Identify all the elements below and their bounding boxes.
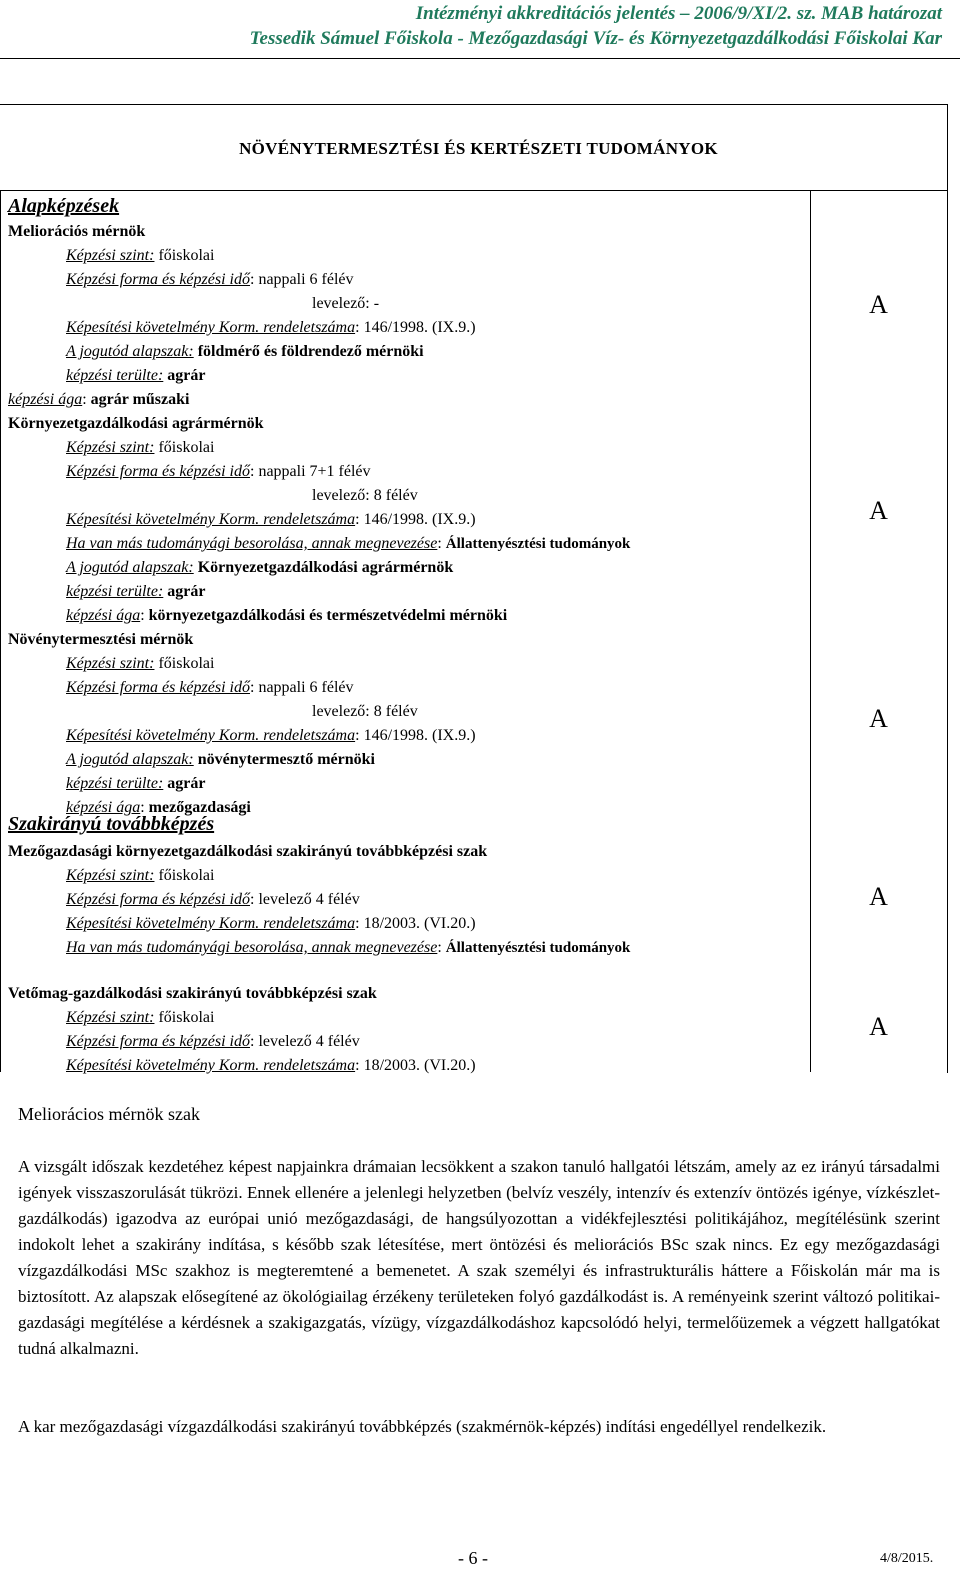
label: A jogutód alapszak: [66, 343, 194, 360]
label: levelező: [312, 295, 370, 312]
header-divider [0, 58, 960, 59]
program-successor [66, 750, 375, 770]
value: levelező 4 félév [258, 1033, 360, 1050]
label: levelező: [312, 703, 370, 720]
value: főiskolai [158, 655, 215, 672]
grade-mark: A [869, 1012, 888, 1041]
value: levelező 4 félév [258, 891, 360, 908]
label: képzési terülte: [66, 583, 164, 600]
program-branch: képzési ága: mezőgazdasági [66, 799, 251, 816]
program-classification: Ha van más tudományági besorolása, annak megnevezése: Állattenyésztési tudományok [66, 939, 631, 956]
program-form: Képzési forma és képzési idő: levelező 4 félév [66, 891, 360, 908]
label: Képzési forma és képzési idő [66, 679, 250, 696]
label: Képesítési követelmény Korm. rendeletszáma [66, 727, 356, 744]
section-heading: Meliorácios mérnök szak [18, 1104, 200, 1124]
label: Képzési forma és képzési idő [66, 271, 250, 288]
value: Környezetgazdálkodási agrármérnök [197, 559, 454, 576]
program-name: Vetőmag-gazdálkodási szakirányú továbbképzési szak [8, 985, 377, 1002]
program-name: Mezőgazdasági környezetgazdálkodási szakirányú továbbképzési szak [8, 843, 488, 860]
program-form: Képzési forma és képzési idő: nappali 6 félév [66, 679, 354, 696]
table-column-divider [810, 190, 811, 1072]
label: Ha van más tudományági besorolása, annak megnevezése [66, 535, 438, 552]
label: Képzési forma és képzési idő [66, 891, 250, 908]
label: Képzési forma és képzési idő [66, 1033, 250, 1050]
value: földmérő és földrendező mérnöki [197, 343, 424, 360]
value: 8 félév [373, 487, 418, 504]
program-branch: képzési ága: környezetgazdálkodási és természetvédelmi mérnöki [66, 607, 508, 624]
program-form: Képzési forma és képzési idő: nappali 6 félév [66, 271, 354, 288]
table-title: NÖVÉNYTERMESZTÉSI ÉS KERTÉSZETI TUDOMÁNYOK [239, 139, 718, 158]
grade-mark: A [869, 496, 888, 525]
program-branch: képzési ága: agrár műszaki [8, 391, 190, 408]
grade-mark: A [869, 290, 888, 319]
value: agrár [167, 775, 206, 792]
header-line-2: Tessedik Sámuel Főiskola - Mezőgazdasági Víz- és Környezetgazdálkodási Főiskolai Kar [249, 28, 942, 49]
value: főiskolai [158, 867, 215, 884]
label: képzési terülte: [66, 775, 164, 792]
paragraph: A kar mezőgazdasági vízgazdálkodási szakirányú továbbképzés (szakmérnök-képzés) indítási engedéllyel rendelkezik. [18, 1417, 827, 1436]
value: agrár [167, 583, 206, 600]
page-number: - 6 - [458, 1548, 488, 1568]
value: 146/1998. (IX.9.) [363, 511, 476, 528]
program-form: Képzési forma és képzési idő: levelező 4 félév [66, 1033, 360, 1050]
label: Képzési forma és képzési idő [66, 463, 250, 480]
value: Állattenyésztési tudományok [445, 940, 631, 956]
section-alapkepzesek: Alapképzések [8, 195, 120, 217]
program-decree: Képesítési követelmény Korm. rendeletszáma: 18/2003. (VI.20.) [66, 1057, 476, 1074]
grade-mark: A [869, 704, 888, 733]
header-line-1: Intézményi akkreditációs jelentés – 2006/9/XI/2. sz. MAB határozat [415, 3, 942, 24]
program-decree: Képesítési követelmény Korm. rendeletszáma: 18/2003. (VI.20.) [66, 915, 476, 932]
label: Képesítési követelmény Korm. rendeletszáma [66, 915, 356, 932]
label: A jogutód alapszak: [66, 751, 194, 768]
program-level [66, 438, 214, 458]
value: növénytermesztő mérnöki [197, 751, 375, 768]
label: képzési ága [66, 799, 141, 816]
program-field [66, 774, 206, 794]
value: főiskolai [158, 247, 215, 264]
program-decree: Képesítési követelmény Korm. rendeletszáma: 146/1998. (IX.9.) [66, 319, 476, 336]
program-name: Környezetgazdálkodási agrármérnök [8, 415, 264, 432]
value: nappali 6 félév [258, 679, 354, 696]
label: képzési ága [8, 391, 83, 408]
label: Képzési szint: [66, 867, 155, 884]
label: Ha van más tudományági besorolása, annak megnevezése [66, 939, 438, 956]
label: levelező: [312, 487, 370, 504]
value: mezőgazdasági [148, 799, 251, 816]
value: agrár [167, 367, 206, 384]
label: Képzési szint: [66, 655, 155, 672]
program-field [66, 582, 206, 602]
program-name: Növénytermesztési mérnök [8, 631, 194, 648]
label: képzési ága [66, 607, 141, 624]
value: környezetgazdálkodási és természetvédelmi mérnöki [148, 607, 508, 624]
section-szakiranyu: Szakirányú továbbképzés [8, 813, 215, 835]
footer-date: 4/8/2015. [880, 1551, 934, 1566]
label: Képzési szint: [66, 247, 155, 264]
program-level [66, 246, 214, 266]
program-correspondence [312, 294, 379, 314]
program-level [66, 866, 214, 886]
program-successor [66, 342, 424, 362]
value: főiskolai [158, 1009, 215, 1026]
value: 18/2003. (VI.20.) [363, 1057, 476, 1074]
label: Képzési szint: [66, 1009, 155, 1026]
label: Képzési szint: [66, 439, 155, 456]
value: 146/1998. (IX.9.) [363, 727, 476, 744]
value: 8 félév [373, 703, 418, 720]
value: 146/1998. (IX.9.) [363, 319, 476, 336]
label: Képesítési követelmény Korm. rendeletszáma [66, 319, 356, 336]
value: Állattenyésztési tudományok [445, 536, 631, 552]
program-decree: Képesítési követelmény Korm. rendeletszáma: 146/1998. (IX.9.) [66, 511, 476, 528]
program-field [66, 366, 206, 386]
value: - [373, 295, 380, 312]
program-successor [66, 558, 453, 578]
label: képzési terülte: [66, 367, 164, 384]
value: 18/2003. (VI.20.) [363, 915, 476, 932]
program-decree: Képesítési követelmény Korm. rendeletszáma: 146/1998. (IX.9.) [66, 727, 476, 744]
program-name: Meliorációs mérnök [8, 223, 146, 240]
value: nappali 6 félév [258, 271, 354, 288]
program-form: Képzési forma és képzési idő: nappali 7+1 félév [66, 463, 371, 480]
program-correspondence [312, 486, 418, 506]
label: A jogutód alapszak: [66, 559, 194, 576]
grade-mark: A [869, 882, 888, 911]
paragraph: A vizsgált időszak kezdetéhez képest napjainkra drámaian lecsökkent a szakon tanuló hallgatói létszám, amely az ez irányú társadalmi igények visszaszorulását tükrözi. Ennek ellenére a jelenlegi helyzetben (belvíz veszély, intenzív és extenzív öntözés igénye, vízkészlet-gazdálkodás) igazodva az európai unió mezőgazdasági, de hangsúlyozottan a vidékfejlesztési politikájához, megítélésünk szerint indokolt lehet a szakirány indítása, s később szak létesítése, mert öntözési és meliorációs BSc szak nincs. Ez egy mezőgazdasági vízgazdálkodási MSc szakhoz is megteremtené a bemenetet. A szak személyi és infrastrukturális háttere a Főiskolán már ma is biztosított. Az alapszak elősegítené az ökológiailag érzékeny területeken folyó gazdálkodást is. A reményeink szerint változó politikai-gazdasági megítélése a kérdésnek a szakigazgatás, vízügy, vízgazdálkodáshoz kapcsolódó helyi, termelőüzemek a végzett hallgatókat tudná alkalmazni. [18, 1157, 940, 1358]
program-level [66, 654, 214, 674]
program-correspondence [312, 702, 418, 722]
program-classification: Ha van más tudományági besorolása, annak megnevezése: Állattenyésztési tudományok [66, 535, 631, 552]
value: agrár műszaki [90, 391, 190, 408]
label: Képesítési követelmény Korm. rendeletszáma [66, 1057, 356, 1074]
label: Képesítési követelmény Korm. rendeletszáma [66, 511, 356, 528]
program-level [66, 1008, 214, 1028]
value: nappali 7+1 félév [258, 463, 371, 480]
value: főiskolai [158, 439, 215, 456]
table-left-border [0, 190, 1, 1072]
